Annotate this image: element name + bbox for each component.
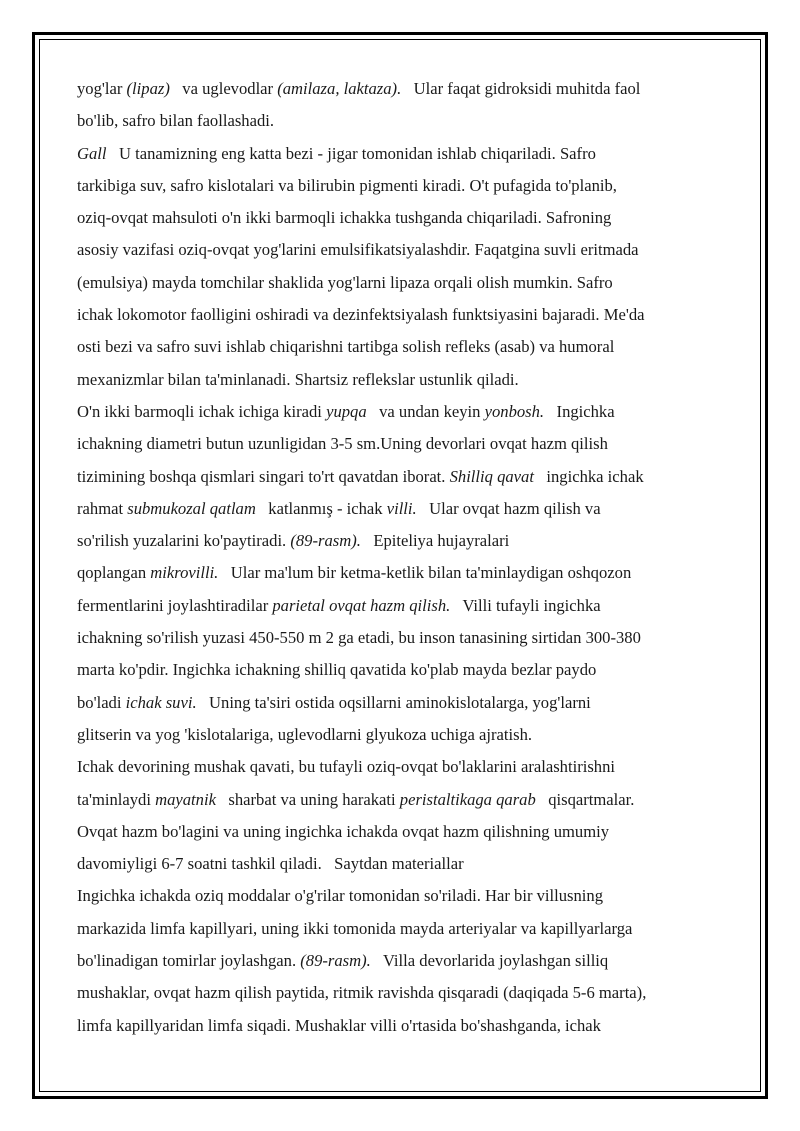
text-line <box>77 105 727 137</box>
text-run: Ular ovqat hazm qilish va <box>416 498 601 518</box>
text-line <box>77 267 727 299</box>
text-line <box>77 880 727 912</box>
text-run: oziq-ovqat mahsuloti o'n ikki barmoqli ichakka tushganda chiqariladi. Safroning <box>77 208 612 228</box>
text-line <box>77 977 727 1009</box>
text-line <box>77 138 727 170</box>
text-line <box>77 1010 727 1042</box>
text-line <box>77 557 727 589</box>
text-line <box>77 816 727 848</box>
text-run: fermentlarini joylashtiradilar <box>77 595 273 615</box>
text-run: davomiyligi 6-7 soatni tashkil qiladi. Saytdan materiallar <box>77 854 464 874</box>
text-run: Villi tufayli ingichka <box>450 595 601 615</box>
text-line <box>77 945 727 977</box>
text-line <box>77 73 727 105</box>
text-line <box>77 654 727 686</box>
text-run: asosiy vazifasi oziq-ovqat yog'larini emulsifikatsiyalashdir. Faqatgina suvli eritmada <box>77 240 639 260</box>
text-run: markazida limfa kapillyari, uning ikki tomonida mayda arteriyalar va kapillyarlarga <box>77 918 633 938</box>
text-run: Ular faqat gidroksidi muhitda faol <box>401 79 641 98</box>
text-run: ichakning so'rilish yuzasi 450-550 m 2 ga etadi, bu inson tanasining sirtidan 300-380 <box>77 628 641 648</box>
text-run: mexanizmlar bilan ta'minlanadi. Shartsiz reflekslar ustunlik qiladi. <box>77 369 519 389</box>
italic-term: mayatnik <box>155 789 216 809</box>
text-line <box>77 622 727 654</box>
italic-term: yonbosh. <box>484 401 545 421</box>
text-run: (emulsiya) mayda tomchilar shaklida yog'larni lipaza orqali olish mumkin. Safro <box>77 272 613 292</box>
text-run: O'n ikki barmoqli ichak ichiga kiradi <box>77 401 327 421</box>
italic-term: parietal ovqat hazm qilish. <box>272 595 451 615</box>
text-run: mushaklar, ovqat hazm qilish paytida, ritmik ravishda qisqaradi (daqiqada 5-6 marta), <box>77 983 647 1003</box>
text-run: bo'lib, safro bilan faollashadi. <box>77 111 274 131</box>
text-run: Uning ta'siri ostida oqsillarni aminokislotalarga, yog'larni <box>196 692 591 712</box>
text-run: ichakning diametri butun uzunligidan 3-5 sm.Uning devorlari ovqat hazm qilish <box>77 434 608 454</box>
text-line <box>77 461 727 493</box>
italic-term: peristaltikaga qarab <box>399 789 536 809</box>
text-run: Ovqat hazm bo'lagini va uning ingichka ichakda ovqat hazm qilishning umumiy <box>77 821 610 841</box>
text-run: ta'minlaydi <box>77 789 156 809</box>
italic-term: (89-rasm). <box>300 951 371 971</box>
text-run: Epiteliya hujayralari <box>360 531 510 551</box>
text-run: so'rilish yuzalarini ko'paytiradi. <box>77 531 291 551</box>
text-run: Villa devorlarida joylashgan silliq <box>370 951 609 971</box>
text-run: Ingichka <box>544 401 615 421</box>
text-run: sharbat va uning harakati <box>215 789 400 809</box>
text-line <box>77 913 727 945</box>
text-run: va undan keyin <box>366 401 485 421</box>
text-run: rahmat <box>77 498 128 518</box>
text-line <box>77 364 727 396</box>
text-line <box>77 784 727 816</box>
text-run: va uglevodlar <box>169 79 278 98</box>
text-line <box>77 590 727 622</box>
text-line <box>77 751 727 783</box>
italic-term: villi. <box>386 498 417 518</box>
text-run: Ichak devorining mushak qavati, bu tufayli oziq-ovqat bo'laklarini aralashtirishni <box>77 757 615 777</box>
text-line <box>77 170 727 202</box>
text-line <box>77 234 727 266</box>
italic-term: mikrovilli. <box>150 563 219 583</box>
text-line <box>77 525 727 557</box>
italic-term: submukozal qatlam <box>127 498 256 518</box>
text-run: Ingichka ichakda oziq moddalar o'g'rilar tomonidan so'riladi. Har bir villusning <box>77 886 604 906</box>
text-run: qoplangan <box>77 563 151 583</box>
italic-term: Gall <box>77 143 107 163</box>
text-line <box>77 687 727 719</box>
text-run: U tanamizning eng katta bezi - jigar tomonidan ishlab chiqariladi. Safro <box>106 143 596 163</box>
text-run: tizimining boshqa qismlari singari to'rt qavatdan iborat. <box>77 466 450 486</box>
text-line <box>77 331 727 363</box>
italic-term: yupqa <box>326 401 367 421</box>
text-run: glitserin va yog 'kislotalariga, uglevodlarni glyukoza uchiga ajratish. <box>77 724 533 744</box>
text-run: limfa kapillyaridan limfa siqadi. Mushaklar villi o'rtasida bo'shashganda, ichak <box>77 1015 601 1035</box>
text-line <box>77 493 727 525</box>
italic-term: (amilaza, laktaza). <box>277 79 402 98</box>
italic-term: (89-rasm). <box>290 531 361 551</box>
italic-term: ichak suvi. <box>125 692 197 712</box>
text-run: katlanmış - ichak <box>255 498 387 518</box>
text-line <box>77 719 727 751</box>
text-run: tarkibiga suv, safro kislotalari va bilirubin pigmenti kiradi. O't pufagida to'planib, <box>77 175 617 195</box>
text-line <box>77 848 727 880</box>
text-run: Ular ma'lum bir ketma-ketlik bilan ta'minlaydigan oshqozon <box>218 563 632 583</box>
text-run: marta ko'pdir. Ingichka ichakning shilliq qavatida ko'plab mayda bezlar paydo <box>77 660 597 680</box>
text-run: ichak lokomotor faolligini oshiradi va dezinfektsiyalash funktsiyasini bajaradi. Me'da <box>77 305 645 325</box>
text-line <box>77 396 727 428</box>
text-line <box>77 428 727 460</box>
text-run: bo'linadigan tomirlar joylashgan. <box>77 951 301 971</box>
text-run: qisqartmalar. <box>535 789 635 809</box>
document-body <box>77 73 727 1042</box>
text-run: yog'lar <box>77 79 127 98</box>
text-line <box>77 299 727 331</box>
text-run: osti bezi va safro suvi ishlab chiqarishni tartibga solish refleks (asab) va humoral <box>77 337 615 357</box>
italic-term: Shilliq qavat <box>449 466 534 486</box>
text-run: ingichka ichak <box>533 466 644 486</box>
text-line <box>77 202 727 234</box>
italic-term: (lipaz) <box>126 79 170 98</box>
text-run: bo'ladi <box>77 692 126 712</box>
